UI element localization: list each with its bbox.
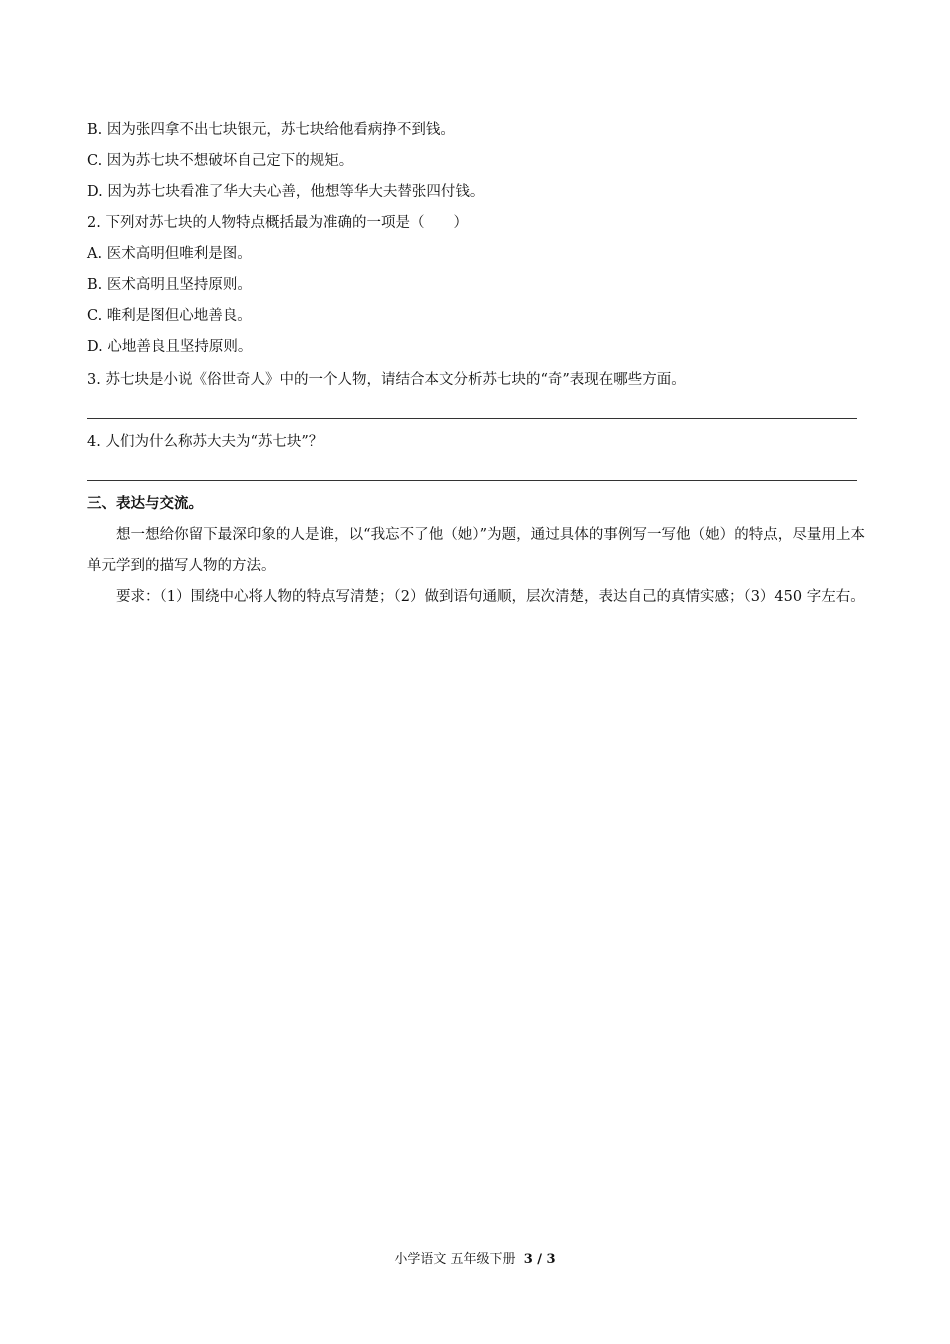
- q2-option-d: D. 心地善良且坚持原则。: [87, 339, 253, 355]
- writing-requirements: 要求：（1）围绕中心将人物的特点写清楚；（2）做到语句通顺，层次清楚，表达自己的真情实感；（3）450 字左右。: [116, 589, 865, 605]
- page-footer: [0, 1248, 950, 1267]
- q4-stem: 4. 人们为什么称苏大夫为“苏七块”？: [87, 434, 324, 450]
- q1-option-b: B. 因为张四拿不出七块银元，苏七块给他看病挣不到钱。: [87, 122, 455, 138]
- footer-label: 小学语文 五年级下册: [394, 1252, 516, 1267]
- section-heading: 三、表达与交流。: [87, 496, 203, 512]
- page-number: 3 / 3: [523, 1252, 556, 1267]
- q2-option-a: A. 医术高明但唯利是图。: [87, 246, 252, 262]
- q4-answer-line: [87, 480, 857, 481]
- q2-option-b: B. 医术高明且坚持原则。: [87, 277, 252, 293]
- q3-stem: 3. 苏七块是小说《俗世奇人》中的一个人物，请结合本文分析苏七块的“奇”表现在哪些方面。: [87, 372, 686, 388]
- q3-answer-line: [87, 418, 857, 419]
- q1-option-d: D. 因为苏七块看准了华大夫心善，他想等华大夫替张四付钱。: [87, 184, 485, 200]
- q2-option-c: C. 唯利是图但心地善良。: [87, 308, 252, 324]
- writing-prompt: 想一想给你留下最深印象的人是谁，以“我忘不了他（她）”为题，通过具体的事例写一写他（她）的特点，尽量用上本单元学到的描写人物的方法。: [87, 527, 865, 574]
- q2-stem: 2. 下列对苏七块的人物特点概括最为准确的一项是（ ）: [87, 215, 468, 231]
- q1-option-c: C. 因为苏七块不想破坏自己定下的规矩。: [87, 153, 354, 169]
